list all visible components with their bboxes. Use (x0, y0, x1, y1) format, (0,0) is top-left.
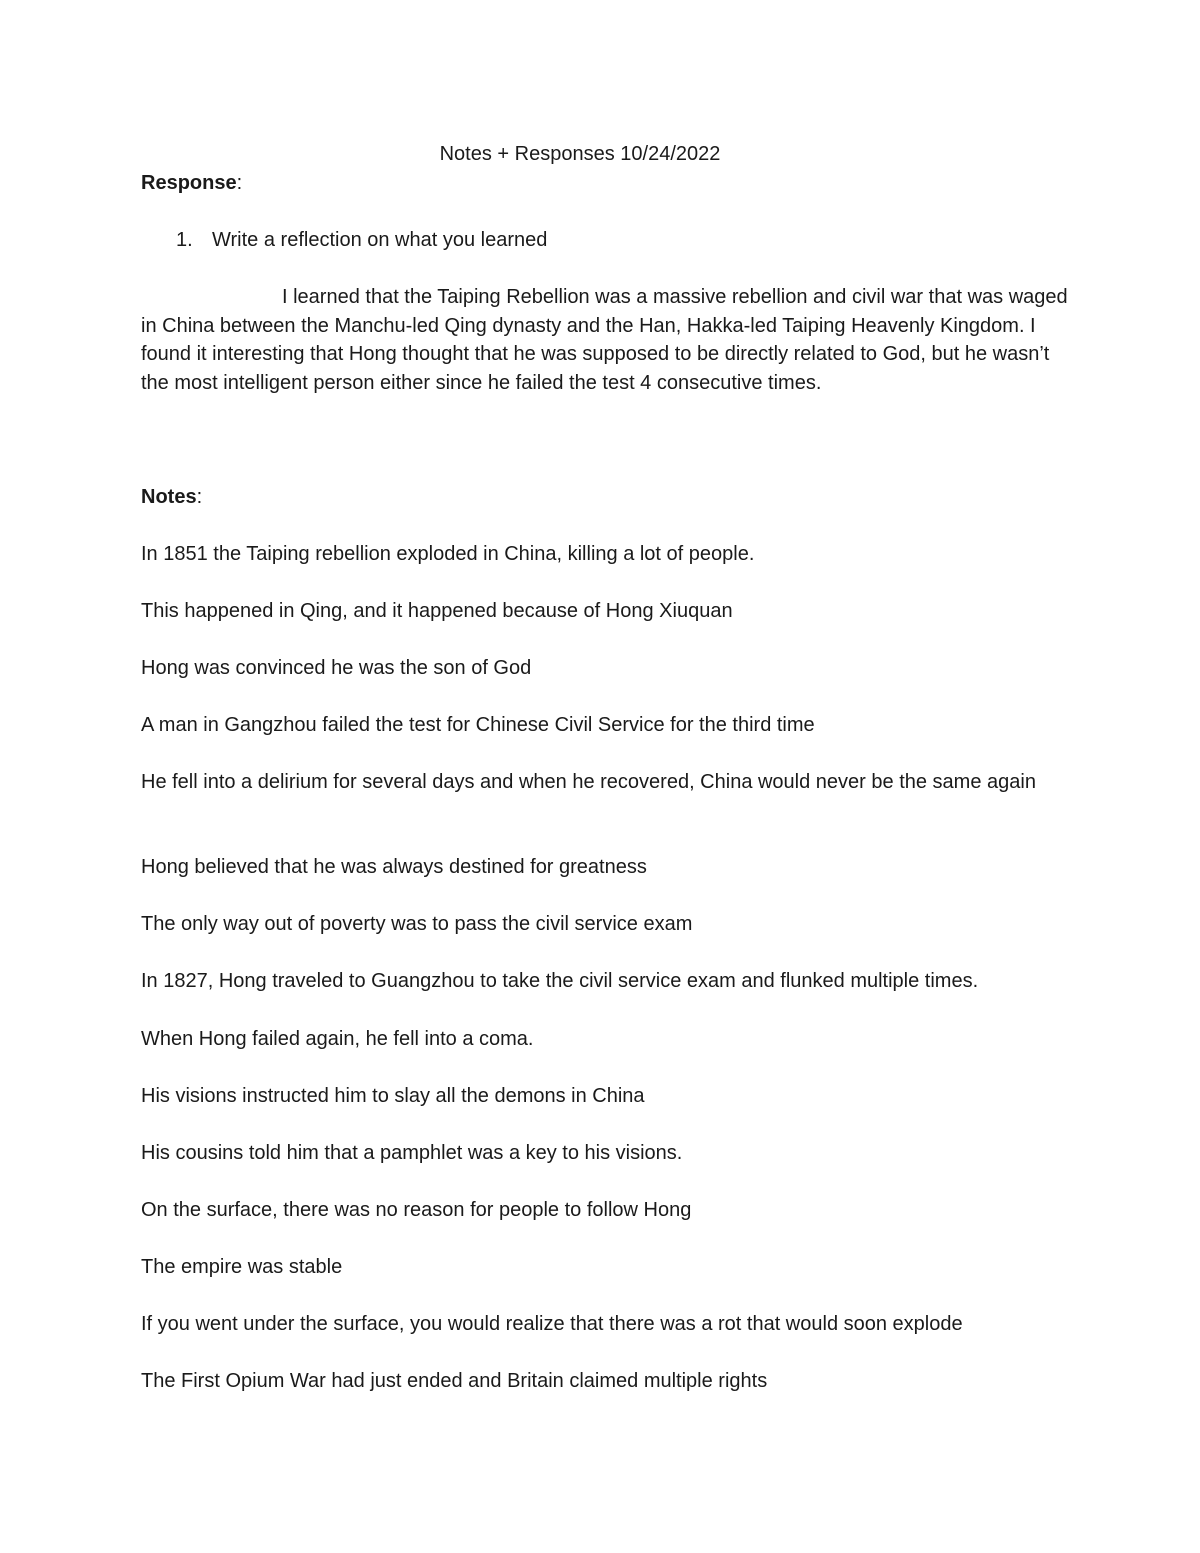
response-heading-colon: : (236, 172, 243, 194)
note-item: Hong was convinced he was the son of God (141, 657, 532, 679)
note-item: If you went under the surface, you would realize that there was a rot that would soon explode (141, 1313, 963, 1335)
response-heading (141, 169, 242, 197)
note-item: The only way out of poverty was to pass the civil service exam (141, 913, 693, 935)
page-title: Notes + Responses 10/24/2022 (439, 143, 721, 165)
notes-heading-colon: : (196, 486, 203, 508)
note-item: He fell into a delirium for several days and when he recovered, China would never be the same again (141, 771, 1036, 793)
list-item-text: Write a reflection on what you learned (212, 229, 548, 251)
notes-heading (141, 483, 202, 511)
note-item: When Hong failed again, he fell into a coma. (141, 1028, 534, 1050)
note-item: His cousins told him that a pamphlet was a key to his visions. (141, 1142, 683, 1164)
note-item: The empire was stable (141, 1256, 343, 1278)
notes-heading-label: Notes (141, 486, 197, 508)
note-item: In 1827, Hong traveled to Guangzhou to take the civil service exam and flunked multiple times. (141, 970, 979, 992)
list-item-number: 1. (176, 229, 193, 251)
note-item: On the surface, there was no reason for people to follow Hong (141, 1199, 692, 1221)
note-item: A man in Gangzhou failed the test for Chinese Civil Service for the third time (141, 714, 815, 736)
response-heading-label: Response (141, 172, 237, 194)
note-item: Hong believed that he was always destined for greatness (141, 856, 647, 878)
reflection-paragraph: I learned that the Taiping Rebellion was a massive rebellion and civil war that was waged in China between the Manchu-led Qing dynasty and the Han, Hakka-led Taiping Heavenly Kingdom. I found it interesting that Hong thought that he was supposed to be directly related to God, but he wasn’t the most intelligent person either since he failed the test 4 consecutive times. (141, 286, 1068, 394)
note-item: In 1851 the Taiping rebellion exploded in China, killing a lot of people. (141, 543, 755, 565)
note-item: His visions instructed him to slay all the demons in China (141, 1085, 645, 1107)
note-item: This happened in Qing, and it happened because of Hong Xiuquan (141, 600, 733, 622)
note-item: The First Opium War had just ended and Britain claimed multiple rights (141, 1370, 768, 1392)
